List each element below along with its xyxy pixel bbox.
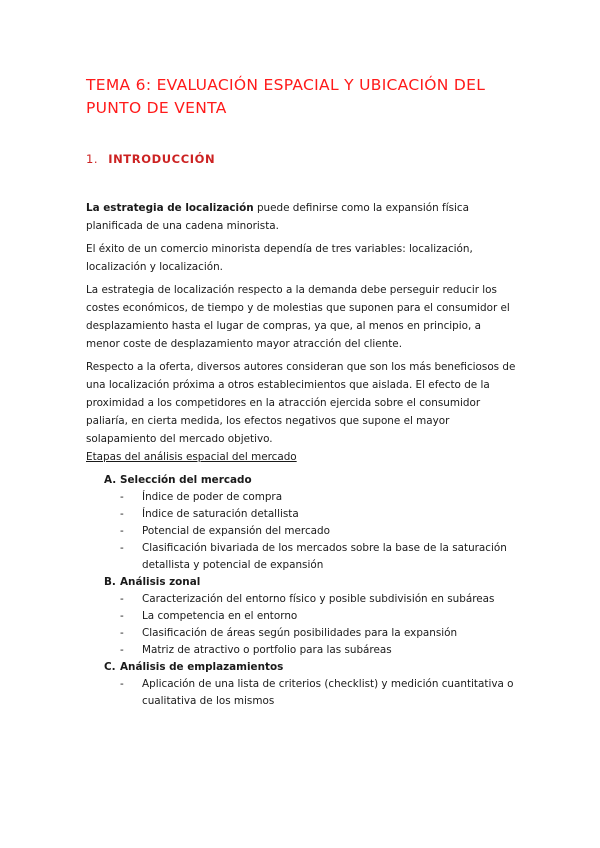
list-item-text: Clasificación de áreas según posibilidades para la expansión <box>142 627 458 639</box>
section-heading <box>86 152 215 166</box>
dash-bullet: - <box>120 525 124 537</box>
section-number: 1. <box>86 152 99 166</box>
stage-letter: C. <box>104 661 116 673</box>
list-item <box>120 523 524 540</box>
stage-market-selection <box>104 472 524 574</box>
paragraph-rest: puede definirse como la expansión física planificada de una cadena minorista. <box>86 202 469 232</box>
stages-heading: Etapas del análisis espacial del mercado <box>86 451 297 463</box>
list-item <box>120 608 524 625</box>
stage-title <box>104 472 524 489</box>
stage-zonal-analysis <box>104 574 524 659</box>
paragraph-supply: Respecto a la oferta, diversos autores consideran que son los más beneficiosos de una localización próxima a otros establecimientos que aislada. El efecto de la proximidad a los competidores en la atracción ejercida sobre el consumidor paliaría, en cierta medida, los efectos negativos que supone el mayor solapamiento del mercado objetivo. <box>86 361 516 445</box>
list-item <box>120 625 524 642</box>
dash-bullet: - <box>120 508 124 520</box>
stage-site-analysis <box>104 659 524 710</box>
list-item <box>120 506 524 523</box>
dash-bullet: - <box>120 593 124 605</box>
stage-letter: B. <box>104 576 116 588</box>
list-item-text: La competencia en el entorno <box>142 610 298 622</box>
paragraph-success: El éxito de un comercio minorista dependía de tres variables: localización, localización y localización. <box>86 243 473 273</box>
stage-items <box>104 591 524 659</box>
list-item-text: Aplicación de una lista de criterios (checklist) y medición cuantitativa o cualitativa de los mismos <box>142 678 514 707</box>
dash-bullet: - <box>120 542 124 554</box>
list-item <box>120 676 524 710</box>
dash-bullet: - <box>120 678 124 690</box>
dash-bullet: - <box>120 644 124 656</box>
dash-bullet: - <box>120 627 124 639</box>
list-item <box>120 591 524 608</box>
paragraph-definition <box>86 199 516 235</box>
page-title: TEMA 6: EVALUACIÓN ESPACIAL Y UBICACIÓN DEL PUNTO DE VENTA <box>86 76 486 117</box>
list-item-text: Índice de poder de compra <box>142 491 283 503</box>
list-item <box>120 642 524 659</box>
stage-title <box>104 659 524 676</box>
stage-title <box>104 574 524 591</box>
stage-items <box>104 676 524 710</box>
paragraph-lead: La estrategia de localización <box>86 202 254 214</box>
list-item-text: Clasificación bivariada de los mercados sobre la base de la saturación detallista y potencial de expansión <box>142 542 507 571</box>
section-title: INTRODUCCIÓN <box>108 152 216 166</box>
list-item <box>120 489 524 506</box>
stage-label: Análisis zonal <box>120 576 201 588</box>
stage-label: Análisis de emplazamientos <box>120 661 284 673</box>
stages-list <box>104 472 524 710</box>
list-item <box>120 540 524 574</box>
list-item-text: Caracterización del entorno físico y posible subdivisión en subáreas <box>142 593 495 605</box>
dash-bullet: - <box>120 610 124 622</box>
list-item-text: Índice de saturación detallista <box>142 508 299 520</box>
stage-label: Selección del mercado <box>120 474 252 486</box>
dash-bullet: - <box>120 491 124 503</box>
paragraph-demand: La estrategia de localización respecto a la demanda debe perseguir reducir los costes económicos, de tiempo y de molestias que suponen para el consumidor el desplazamiento hasta el lugar de compras, ya que, al menos en principio, a menor coste de desplazamiento mayor atracción del cliente. <box>86 284 510 350</box>
list-item-text: Potencial de expansión del mercado <box>142 525 330 537</box>
stage-letter: A. <box>104 474 117 486</box>
list-item-text: Matriz de atractivo o portfolio para las subáreas <box>142 644 392 656</box>
stage-items <box>104 489 524 574</box>
